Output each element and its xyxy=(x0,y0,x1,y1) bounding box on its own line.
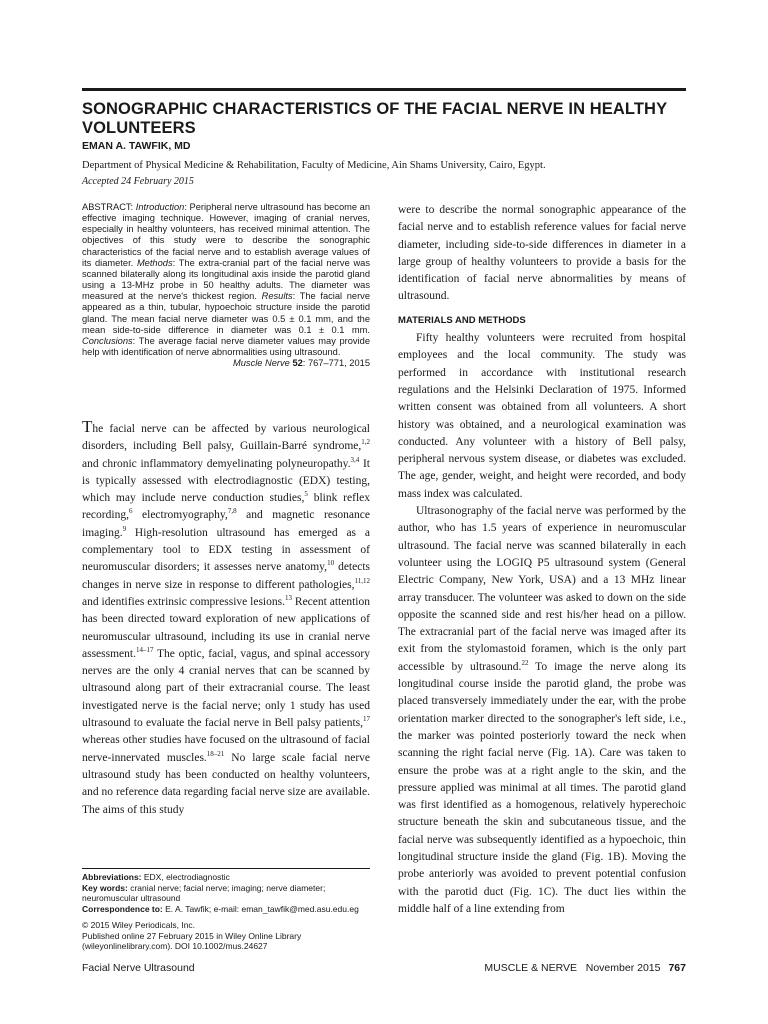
footnotes xyxy=(82,872,370,914)
published-line: Published online 27 February 2015 in Wiley Online Library (wileyonlinelibrary.com). DOI 10.1002/mus.24627 xyxy=(82,930,302,952)
body-text: To image the nerve along its longitudinal course inside the parotid gland, the probe was placed transversely immediately under the ear, with the probe orientation marker directed to the sonographer's left side, i.e., the marker was pointed posteriorly toward the neck when scanning the right facial nerve (Fig. 1A). Care was taken to ensure the probe was at a right angle to the skin, and the pressure applied was minimal at all times. The parotid gland was first identified as a homogenous, relatively hyperechoic structure beneath the skin and subcutaneous tissue, and the facial nerve was subsequently identified as a hypoechoic, thin longitudinal structure inside the gland (Fig. 1B). Moving the probe anteriorly was avoided to prevent potential confusion with the parotid duct (Fig. 1C). The duct lies within the middle half of a line extending from xyxy=(398,660,686,915)
footnote-rule xyxy=(82,868,370,869)
ref: 17 xyxy=(363,715,370,724)
abstract-citation xyxy=(82,358,370,369)
body-text: Ultrasonography of the facial nerve was performed by the author, who has 1.5 years of experience in neuromuscular ultrasound. The facial nerve was scanned bilaterally in each volunteer using the LOGIQ P5 ultrasound system (General Electric Company, New York, USA) and a 13 MHz linear array transducer. The volunteer was asked to down on the side opposite the scanned side and rest his/her head on a pillow. The extracranial part of the facial nerve was imaged after its exit from the stylomastoid foramen, which is the only part accessible by ultrasound. xyxy=(398,505,686,673)
drop-cap: T xyxy=(82,417,93,436)
accepted-date: Accepted 24 February 2015 xyxy=(82,176,194,187)
ref: 18–21 xyxy=(206,749,225,758)
body-text: and identifies extrinsic compressive lesions. xyxy=(82,595,285,608)
footer-journal-info xyxy=(484,962,686,974)
abstract-intro-label: Introduction xyxy=(135,202,185,212)
running-title: Facial Nerve Ultrasound xyxy=(82,962,195,974)
body-text: and chronic inflammatory demyelinating polyneuropathy. xyxy=(82,457,351,470)
body-text: No large scale facial nerve ultrasound study has been conducted on healthy volunteers, and no reference data regarding facial nerve size are available. The aims of this study xyxy=(82,751,370,816)
correspondence-label: Correspondence to: xyxy=(82,903,163,914)
abstract-label: ABSTRACT: xyxy=(82,202,136,212)
author-name: EMAN A. TAWFIK, MD xyxy=(82,140,191,152)
paragraph-ultrasonography xyxy=(398,503,686,918)
ref: 22 xyxy=(521,658,529,667)
page-number: 767 xyxy=(668,962,686,974)
article-title: SONOGRAPHIC CHARACTERISTICS OF THE FACIAL NERVE IN HEALTHY VOLUNTEERS xyxy=(82,100,667,137)
keywords-text: cranial nerve; facial nerve; imaging; nerve diameter; neuromuscular ultrasound xyxy=(82,882,326,904)
abstract-conclusions-label: Conclusions xyxy=(82,335,133,346)
author-affiliation: Department of Physical Medicine & Rehabilitation, Faculty of Medicine, Ain Shams University, Cairo, Egypt. xyxy=(82,160,546,171)
body-text: It is typically assessed with electrodiagnostic (EDX) testing, which may include nerve conduction studies, xyxy=(82,457,370,505)
keywords-note xyxy=(82,883,370,904)
correspondence-text: E. A. Tawfik; e-mail: eman_tawfik@med.asu.edu.eg xyxy=(162,903,359,914)
header-rule xyxy=(82,88,686,91)
left-column-body xyxy=(82,418,370,819)
abstract-results: : The facial nerve appeared as a thin, tubular, hypoechoic structure inside the parotid gland. The mean facial nerve diameter was 0.5 ± 0.1 mm, and the mean side-to-side difference in diameter was 0.1 ± 0.1 mm. xyxy=(82,291,370,335)
ref: 6 xyxy=(128,507,133,516)
keywords-label: Key words: xyxy=(82,882,128,893)
body-text: Recent attention has been directed toward exploration of new applications of neuromuscular ultrasound, including its use in cranial nerve assessment. xyxy=(82,595,370,660)
abbreviations-note xyxy=(82,872,370,883)
journal-issue: MUSCLE & NERVE November 2015 xyxy=(484,962,661,974)
abstract-intro: : Peripheral nerve ultrasound has become an effective imaging technique. However, imaging of cranial nerves, especially in healthy volunteers, has received minimal attention. The objectives of this study were to describe the sonographic characteristics of the facial nerve and to establish average values of its diameter. xyxy=(82,202,370,268)
ref: 1,2 xyxy=(361,438,370,447)
abstract-methods-label: Methods xyxy=(136,257,173,268)
abbreviations-text: EDX, electrodiagnostic xyxy=(141,872,230,882)
abbreviations-label: Abbreviations: xyxy=(82,872,142,882)
body-text: The optic, facial, vagus, and spinal accessory nerves are the only 4 cranial nerves that can be scanned by ultrasound along part of their extracranial course. The least investigated nerve is the facial nerve; only 1 study has used ultrasound to evaluate the facial nerve in Bell palsy patients, xyxy=(82,647,370,730)
citation-journal: Muscle Nerve xyxy=(233,358,290,369)
body-text: High-resolution ultrasound has emerged as a complementary tool to EDX testing in assessment of neuromuscular disorders; it assesses nerve anatomy, xyxy=(82,526,370,574)
ref: 7,8 xyxy=(227,507,237,516)
paragraph-volunteers: Fifty healthy volunteers were recruited from hospital employees and the local community. The study was performed in accordance with institutional research regulations and the Helsinki Declaration of 1975. Informed written consent was obtained from all volunteers. A short history was obtained, and a neurological examination was conducted. Any volunteer with a history of Bell palsy, peripheral nervous system disease, or diabetes was excluded. The age, gender, weight, and height were recorded, and body mass index was calculated. xyxy=(398,332,686,500)
body-text: detects changes in nerve size in response to different pathologies, xyxy=(82,561,370,591)
body-text: blink reflex recording, xyxy=(82,492,370,522)
ref: 14–17 xyxy=(135,646,154,655)
abstract-results-label: Results xyxy=(261,291,293,302)
ref: 13 xyxy=(284,594,292,603)
ref: 5 xyxy=(304,490,308,499)
ref: 10 xyxy=(327,559,335,568)
body-text: and magnetic resonance imaging. xyxy=(82,509,370,539)
body-text: electromyography, xyxy=(132,509,228,522)
right-column-body xyxy=(398,202,686,918)
citation-pages: : 767–771, 2015 xyxy=(302,358,370,369)
abstract-conclusions: : The average facial nerve diameter values may provide help with identification of nerve abnormalities using ultrasound. xyxy=(82,335,370,358)
publication-info xyxy=(82,920,370,952)
copyright-line: © 2015 Wiley Periodicals, Inc. xyxy=(82,920,196,930)
paragraph-aims-end: were to describe the normal sonographic appearance of the facial nerve and to establish reference values for facial nerve diameter, including side-to-side differences in diameter in a large group of healthy volunteers to provide a basis for the identification of facial nerve abnormalities by means of ultrasound. xyxy=(398,204,686,303)
ref: 3,4 xyxy=(350,455,360,464)
body-text: whereas other studies have focused on the ultrasound of facial nerve-innervated muscles. xyxy=(82,734,370,764)
abstract-methods: : The extra-cranial part of the facial nerve was scanned bilaterally along its longitudinal axis inside the parotid gland using a 13-MHz probe in 50 healthy adults. The diameter was measured at the nerve's thickest region. xyxy=(82,257,370,302)
ref: 9 xyxy=(122,524,127,533)
abstract xyxy=(82,202,370,369)
body-text: he facial nerve can be affected by various neurological disorders, including Bell palsy, Guillain-Barré syndrome, xyxy=(82,423,370,453)
section-heading-methods: MATERIALS AND METHODS xyxy=(398,314,526,326)
ref: 11,12 xyxy=(354,576,370,585)
correspondence-note xyxy=(82,904,370,915)
citation-volume: 52 xyxy=(292,358,303,369)
